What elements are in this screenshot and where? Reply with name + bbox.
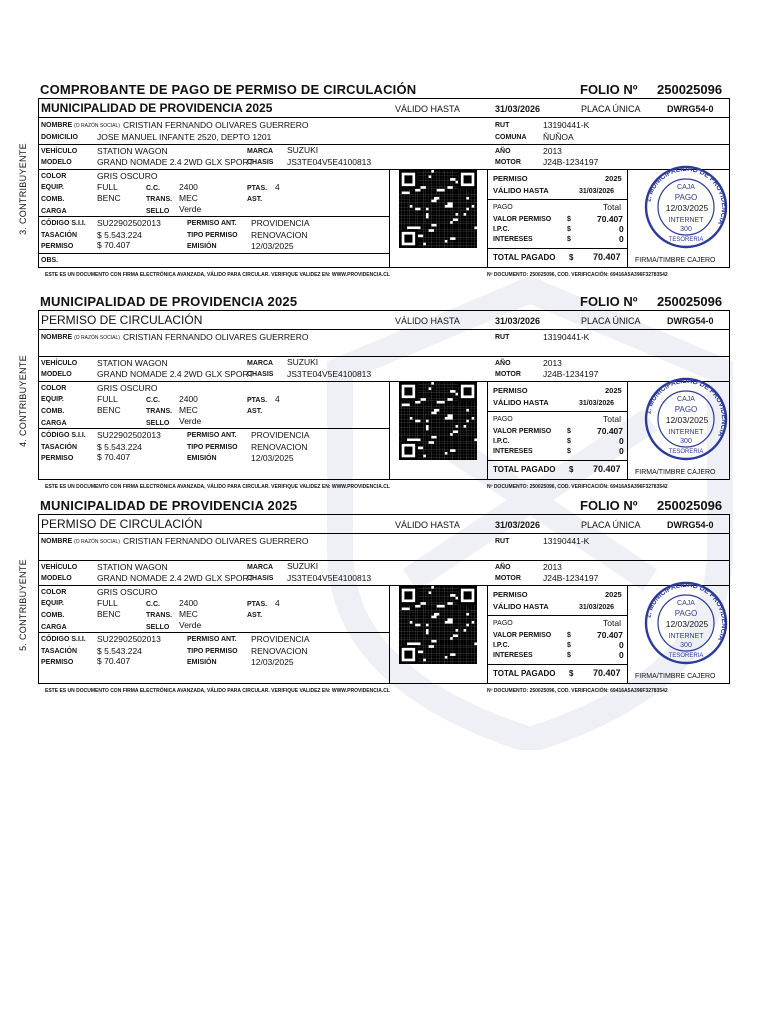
color-value: GRIS OSCURO	[97, 171, 158, 181]
stamp-tesoreria: TESORERIA	[668, 449, 704, 455]
cc-value: 2400	[179, 598, 198, 608]
box-permiso-label: PERMISO	[493, 386, 528, 395]
divider	[39, 117, 729, 118]
chasis-label: CHASIS	[247, 159, 274, 166]
emision-label: EMISIÓN	[187, 455, 217, 462]
divider-v	[389, 381, 390, 479]
codigo-sii-value: SU22902502013	[97, 430, 161, 440]
stamp-pago: PAGO	[674, 405, 698, 414]
cc-label: C.C.	[146, 397, 160, 404]
vehiculo-label: VEHÍCULO	[41, 148, 78, 155]
comb-value: BENC	[97, 193, 121, 203]
anio-value: 2013	[543, 358, 562, 368]
rut-label: RUT	[495, 334, 510, 341]
emision-label: EMISIÓN	[187, 243, 217, 250]
codigo-sii-value: SU22902502013	[97, 218, 161, 228]
placa-value: DWRG54-0	[667, 104, 714, 114]
total-col-label: Total	[603, 414, 621, 424]
anio-label: AÑO	[495, 564, 511, 571]
rut-value: 13190441-K	[543, 536, 590, 546]
ast-label: AST.	[247, 612, 263, 619]
permiso-ant-value: PROVIDENCIA	[251, 218, 310, 228]
equip-value: FULL	[97, 182, 118, 192]
valido-hasta-value: 31/03/2026	[495, 104, 541, 114]
sello-label: SELLO	[146, 208, 170, 215]
stamp-caja: CAJA	[677, 396, 695, 403]
stub-subtitle: PERMISO DE CIRCULACIÓN	[41, 517, 203, 531]
ptas-label: PTAS.	[247, 185, 268, 192]
comb-label: COMB.	[41, 408, 65, 415]
marca-label: MARCA	[247, 360, 274, 367]
divider-v	[389, 169, 390, 267]
ptas-value: 4	[275, 182, 280, 192]
marca-value: SUZUKI	[287, 357, 319, 367]
stamp-number: 300	[680, 438, 692, 445]
stamp-ring-text: 1. MUNICIPALIDAD DE PROVIDENCIA	[645, 165, 728, 226]
equip-label: EQUIP.	[41, 184, 64, 191]
ast-label: AST.	[247, 408, 263, 415]
domicilio-label: DOMICILIO	[41, 134, 78, 141]
color-value: GRIS OSCURO	[97, 587, 158, 597]
ptas-value: 4	[275, 598, 280, 608]
total-pagado-value: 70.407	[593, 668, 621, 678]
nombre-value: CRISTIAN FERNANDO OLIVARES GUERRERO	[123, 536, 309, 546]
currency-sign: $	[567, 438, 571, 445]
domicilio-value: JOSE MANUEL INFANTE 2520, DEPTO 1201	[97, 132, 272, 142]
divider-v	[487, 585, 488, 683]
stamp-tesoreria: TESORERIA	[668, 653, 704, 659]
stub-3-contribuyente	[0, 84, 768, 294]
vehiculo-label: VEHÍCULO	[41, 360, 78, 367]
sello-value: Verde	[179, 620, 202, 630]
intereses-label: INTERESES	[493, 448, 533, 455]
stamp-number: 300	[680, 642, 692, 649]
ipc-label: I.P.C.	[493, 642, 510, 649]
valor-permiso-label: VALOR PERMISO	[493, 632, 552, 639]
vehiculo-value: STATION WAGON	[97, 358, 168, 368]
trans-label: TRANS.	[146, 408, 173, 415]
currency-sign: $	[569, 465, 574, 474]
divider	[487, 615, 627, 616]
stamp-internet: INTERNET	[668, 633, 704, 640]
modelo-value: GRAND NOMADE 2.4 2WD GLX SPORT	[97, 369, 254, 379]
currency-sign: $	[567, 236, 571, 243]
sello-value: Verde	[179, 204, 202, 214]
valido-hasta-label: VÁLIDO HASTA	[395, 316, 460, 326]
divider	[487, 460, 627, 461]
permiso-ant-value: PROVIDENCIA	[251, 634, 310, 644]
qr-code	[399, 170, 477, 248]
divider-v	[487, 169, 488, 267]
intereses-value: 0	[619, 234, 624, 244]
emision-value: 12/03/2025	[251, 657, 294, 667]
stamp-date: 12/03/2025	[665, 619, 709, 629]
box-permiso-label: PERMISO	[493, 590, 528, 599]
currency-sign: $	[569, 253, 574, 262]
cc-value: 2400	[179, 182, 198, 192]
comb-value: BENC	[97, 405, 121, 415]
box-valido-label: VÁLIDO HASTA	[493, 602, 549, 611]
trans-value: MEC	[179, 405, 198, 415]
valor-permiso-value: 70.407	[597, 630, 623, 640]
sello-value: Verde	[179, 416, 202, 426]
tipo-permiso-label: TIPO PERMISO	[187, 232, 238, 239]
trans-value: MEC	[179, 609, 198, 619]
divider-v	[389, 585, 390, 683]
tasacion-label: TASACIÓN	[41, 648, 78, 655]
divider	[487, 664, 627, 665]
nombre-label: NOMBRE (O RAZÓN SOCIAL)	[41, 122, 120, 129]
sello-label: SELLO	[146, 420, 170, 427]
total-col-label: Total	[603, 202, 621, 212]
ipc-label: I.P.C.	[493, 226, 510, 233]
motor-label: MOTOR	[495, 159, 521, 166]
nombre-label: NOMBRE (O RAZÓN SOCIAL)	[41, 538, 120, 545]
stamp-pago: PAGO	[674, 609, 698, 618]
trans-label: TRANS.	[146, 612, 173, 619]
currency-sign: $	[567, 448, 571, 455]
intereses-value: 0	[619, 446, 624, 456]
footer-document-code: Nº DOCUMENTO: 250025096, COD. VERIFICACIÓN: 69416A5A396F32783542	[487, 484, 668, 490]
valido-hasta-value: 31/03/2026	[495, 520, 541, 530]
divider-v	[487, 381, 488, 479]
stub-subtitle: PERMISO DE CIRCULACIÓN	[41, 313, 203, 327]
nombre-value: CRISTIAN FERNANDO OLIVARES GUERRERO	[123, 120, 309, 130]
box-valido-label: VÁLIDO HASTA	[493, 186, 549, 195]
ptas-label: PTAS.	[247, 601, 268, 608]
tipo-permiso-label: TIPO PERMISO	[187, 444, 238, 451]
motor-value: J24B-1234197	[543, 369, 599, 379]
total-pagado-label: TOTAL PAGADO	[493, 669, 556, 678]
anio-value: 2013	[543, 146, 562, 156]
ipc-label: I.P.C.	[493, 438, 510, 445]
permiso-ant-label: PERMISO ANT.	[187, 636, 237, 643]
intereses-label: INTERESES	[493, 652, 533, 659]
box-permiso-year: 2025	[605, 174, 622, 183]
divider	[39, 267, 729, 268]
divider	[39, 585, 729, 586]
motor-label: MOTOR	[495, 575, 521, 582]
vehiculo-value: STATION WAGON	[97, 562, 168, 572]
valor-permiso-value: 70.407	[597, 426, 623, 436]
emision-value: 12/03/2025	[251, 241, 294, 251]
vehiculo-label: VEHÍCULO	[41, 564, 78, 571]
ptas-label: PTAS.	[247, 397, 268, 404]
trans-value: MEC	[179, 193, 198, 203]
stamp-ring-text: 1. MUNICIPALIDAD DE PROVIDENCIA	[645, 377, 728, 438]
color-value: GRIS OSCURO	[97, 383, 158, 393]
permiso-value: $ 70.407	[97, 452, 131, 462]
intereses-label: INTERESES	[493, 236, 533, 243]
stamp-pago: PAGO	[674, 193, 698, 202]
tasacion-label: TASACIÓN	[41, 232, 78, 239]
chasis-value: JS3TE04V5E4100813	[287, 369, 372, 379]
nombre-value: CRISTIAN FERNANDO OLIVARES GUERRERO	[123, 332, 309, 342]
stamp-number: 300	[680, 226, 692, 233]
firma-label: FIRMA/TIMBRE CAJERO	[635, 257, 716, 264]
stub-frame	[38, 514, 730, 694]
cashier-stamp	[643, 157, 729, 257]
stub-side-label: 3. CONTRIBUYENTE	[18, 143, 28, 235]
permiso-label: PERMISO	[41, 455, 74, 462]
tipo-permiso-value: RENOVACION	[251, 230, 308, 240]
valido-hasta-value: 31/03/2026	[495, 316, 541, 326]
emision-label: EMISIÓN	[187, 659, 217, 666]
footer-legal-text: ESTE ES UN DOCUMENTO CON FIRMA ELECTRÓNICA AVANZADA, VÁLIDO PARA CIRCULAR. VERIFIQUE VALIDEZ EN: WWW.PROVIDENCIA.CL	[45, 484, 390, 490]
divider	[39, 356, 729, 357]
permiso-ant-label: PERMISO ANT.	[187, 432, 237, 439]
stub-5-contribuyente	[0, 500, 768, 710]
equip-value: FULL	[97, 394, 118, 404]
cashier-stamp	[643, 369, 729, 469]
tasacion-value: $ 5.543.224	[97, 442, 142, 452]
tasacion-value: $ 5.543.224	[97, 230, 142, 240]
stub-subtitle: MUNICIPALIDAD DE PROVIDENCIA 2025	[41, 101, 273, 115]
marca-value: SUZUKI	[287, 145, 319, 155]
pago-label: PAGO	[493, 620, 513, 627]
anio-label: AÑO	[495, 360, 511, 367]
ipc-value: 0	[619, 640, 624, 650]
folio-label: FOLIO Nº	[580, 498, 638, 513]
placa-label: PLACA ÚNICA	[581, 104, 641, 114]
tasacion-label: TASACIÓN	[41, 444, 78, 451]
total-pagado-label: TOTAL PAGADO	[493, 253, 556, 262]
tipo-permiso-value: RENOVACION	[251, 646, 308, 656]
folio-number: 250025096	[657, 294, 723, 309]
folio-label: FOLIO Nº	[580, 294, 638, 309]
obs-label: OBS.	[41, 257, 59, 264]
codigo-sii-label: CÓDIGO S.I.I.	[41, 220, 86, 227]
stub-side-label: 4. CONTRIBUYENTE	[18, 355, 28, 447]
firma-label: FIRMA/TIMBRE CAJERO	[635, 469, 716, 476]
ptas-value: 4	[275, 394, 280, 404]
divider	[39, 479, 729, 480]
rut-label: RUT	[495, 538, 510, 545]
pago-label: PAGO	[493, 416, 513, 423]
placa-label: PLACA ÚNICA	[581, 520, 641, 530]
stub-frame	[38, 310, 730, 490]
firma-label: FIRMA/TIMBRE CAJERO	[635, 673, 716, 680]
carga-label: CARGA	[41, 208, 67, 215]
divider	[39, 169, 729, 170]
total-pagado-label: TOTAL PAGADO	[493, 465, 556, 474]
divider-v	[627, 381, 628, 479]
divider	[39, 216, 389, 217]
currency-sign: $	[567, 652, 571, 659]
currency-sign: $	[567, 428, 571, 435]
footer-document-code: Nº DOCUMENTO: 250025096, COD. VERIFICACIÓN: 69416A5A396F32783542	[487, 688, 668, 694]
valor-permiso-value: 70.407	[597, 214, 623, 224]
stamp-caja: CAJA	[677, 600, 695, 607]
color-label: COLOR	[41, 173, 67, 180]
currency-sign: $	[569, 669, 574, 678]
carga-label: CARGA	[41, 624, 67, 631]
total-pagado-value: 70.407	[593, 252, 621, 262]
comuna-label: COMUNA	[495, 134, 527, 141]
total-col-label: Total	[603, 618, 621, 628]
placa-value: DWRG54-0	[667, 316, 714, 326]
ast-label: AST.	[247, 196, 263, 203]
footer-document-code: Nº DOCUMENTO: 250025096, COD. VERIFICACIÓN: 69416A5A396F32783542	[487, 272, 668, 278]
divider	[39, 381, 729, 382]
stamp-internet: INTERNET	[668, 429, 704, 436]
codigo-sii-label: CÓDIGO S.I.I.	[41, 432, 86, 439]
divider	[487, 248, 627, 249]
divider	[39, 683, 729, 684]
currency-sign: $	[567, 642, 571, 649]
divider	[39, 253, 389, 254]
equip-value: FULL	[97, 598, 118, 608]
divider	[39, 329, 729, 330]
modelo-label: MODELO	[41, 575, 72, 582]
divider	[39, 428, 389, 429]
placa-label: PLACA ÚNICA	[581, 316, 641, 326]
stamp-internet: INTERNET	[668, 217, 704, 224]
stamp-caja: CAJA	[677, 184, 695, 191]
divider	[487, 199, 627, 200]
chasis-label: CHASIS	[247, 575, 274, 582]
color-label: COLOR	[41, 385, 67, 392]
permiso-ant-label: PERMISO ANT.	[187, 220, 237, 227]
divider	[39, 144, 729, 145]
tipo-permiso-label: TIPO PERMISO	[187, 648, 238, 655]
chasis-value: JS3TE04V5E4100813	[287, 157, 372, 167]
folio-label: FOLIO Nº	[580, 82, 638, 97]
stub-frame	[38, 98, 730, 278]
box-valido-label: VÁLIDO HASTA	[493, 398, 549, 407]
sello-label: SELLO	[146, 624, 170, 631]
divider	[39, 560, 729, 561]
box-valido-value: 31/03/2026	[579, 604, 615, 611]
permiso-value: $ 70.407	[97, 240, 131, 250]
valido-hasta-label: VÁLIDO HASTA	[395, 520, 460, 530]
box-valido-value: 31/03/2026	[579, 188, 615, 195]
stamp-tesoreria: TESORERIA	[668, 237, 704, 243]
permiso-value: $ 70.407	[97, 656, 131, 666]
box-permiso-label: PERMISO	[493, 174, 528, 183]
pago-label: PAGO	[493, 204, 513, 211]
marca-value: SUZUKI	[287, 561, 319, 571]
stub-title: MUNICIPALIDAD DE PROVIDENCIA 2025	[40, 498, 298, 513]
stub-title: MUNICIPALIDAD DE PROVIDENCIA 2025	[40, 294, 298, 309]
permiso-label: PERMISO	[41, 243, 74, 250]
modelo-value: GRAND NOMADE 2.4 2WD GLX SPORT	[97, 157, 254, 167]
cashier-stamp	[643, 573, 729, 673]
emision-value: 12/03/2025	[251, 453, 294, 463]
divider-v	[627, 169, 628, 267]
qr-code	[399, 382, 477, 460]
comb-label: COMB.	[41, 612, 65, 619]
comb-label: COMB.	[41, 196, 65, 203]
marca-label: MARCA	[247, 148, 274, 155]
stamp-ring-text: 1. MUNICIPALIDAD DE PROVIDENCIA	[645, 581, 728, 642]
cc-label: C.C.	[146, 601, 160, 608]
nombre-label: NOMBRE (O RAZÓN SOCIAL)	[41, 334, 120, 341]
cc-label: C.C.	[146, 185, 160, 192]
footer-legal-text: ESTE ES UN DOCUMENTO CON FIRMA ELECTRÓNICA AVANZADA, VÁLIDO PARA CIRCULAR. VERIFIQUE VALIDEZ EN: WWW.PROVIDENCIA.CL	[45, 688, 390, 694]
stub-4-contribuyente	[0, 296, 768, 506]
color-label: COLOR	[41, 589, 67, 596]
carga-label: CARGA	[41, 420, 67, 427]
permiso-label: PERMISO	[41, 659, 74, 666]
stub-title: COMPROBANTE DE PAGO DE PERMISO DE CIRCULACIÓN	[40, 82, 417, 97]
currency-sign: $	[567, 216, 571, 223]
equip-label: EQUIP.	[41, 396, 64, 403]
stamp-date: 12/03/2025	[665, 415, 709, 425]
intereses-value: 0	[619, 650, 624, 660]
motor-value: J24B-1234197	[543, 573, 599, 583]
divider	[487, 411, 627, 412]
footer-legal-text: ESTE ES UN DOCUMENTO CON FIRMA ELECTRÓNICA AVANZADA, VÁLIDO PARA CIRCULAR. VERIFIQUE VALIDEZ EN: WWW.PROVIDENCIA.CL	[45, 272, 390, 278]
box-permiso-year: 2025	[605, 590, 622, 599]
folio-number: 250025096	[657, 498, 723, 513]
valor-permiso-label: VALOR PERMISO	[493, 216, 552, 223]
codigo-sii-label: CÓDIGO S.I.I.	[41, 636, 86, 643]
placa-value: DWRG54-0	[667, 520, 714, 530]
comb-value: BENC	[97, 609, 121, 619]
box-valido-value: 31/03/2026	[579, 400, 615, 407]
motor-value: J24B-1234197	[543, 157, 599, 167]
chasis-label: CHASIS	[247, 371, 274, 378]
valido-hasta-label: VÁLIDO HASTA	[395, 104, 460, 114]
vehiculo-value: STATION WAGON	[97, 146, 168, 156]
rut-value: 13190441-K	[543, 332, 590, 342]
equip-label: EQUIP.	[41, 600, 64, 607]
marca-label: MARCA	[247, 564, 274, 571]
modelo-label: MODELO	[41, 159, 72, 166]
tasacion-value: $ 5.543.224	[97, 646, 142, 656]
ipc-value: 0	[619, 224, 624, 234]
stub-side-label: 5. CONTRIBUYENTE	[18, 559, 28, 651]
modelo-label: MODELO	[41, 371, 72, 378]
currency-sign: $	[567, 226, 571, 233]
motor-label: MOTOR	[495, 371, 521, 378]
total-pagado-value: 70.407	[593, 464, 621, 474]
cc-value: 2400	[179, 394, 198, 404]
rut-value: 13190441-K	[543, 120, 590, 130]
rut-label: RUT	[495, 122, 510, 129]
folio-number: 250025096	[657, 82, 723, 97]
qr-code	[399, 586, 477, 664]
currency-sign: $	[567, 632, 571, 639]
ipc-value: 0	[619, 436, 624, 446]
tipo-permiso-value: RENOVACION	[251, 442, 308, 452]
chasis-value: JS3TE04V5E4100813	[287, 573, 372, 583]
permiso-ant-value: PROVIDENCIA	[251, 430, 310, 440]
box-permiso-year: 2025	[605, 386, 622, 395]
anio-value: 2013	[543, 562, 562, 572]
trans-label: TRANS.	[146, 196, 173, 203]
anio-label: AÑO	[495, 148, 511, 155]
codigo-sii-value: SU22902502013	[97, 634, 161, 644]
stamp-date: 12/03/2025	[665, 203, 709, 213]
divider-v	[627, 585, 628, 683]
comuna-value: ÑUÑOA	[543, 132, 574, 142]
divider	[39, 632, 389, 633]
divider	[39, 533, 729, 534]
valor-permiso-label: VALOR PERMISO	[493, 428, 552, 435]
modelo-value: GRAND NOMADE 2.4 2WD GLX SPORT	[97, 573, 254, 583]
